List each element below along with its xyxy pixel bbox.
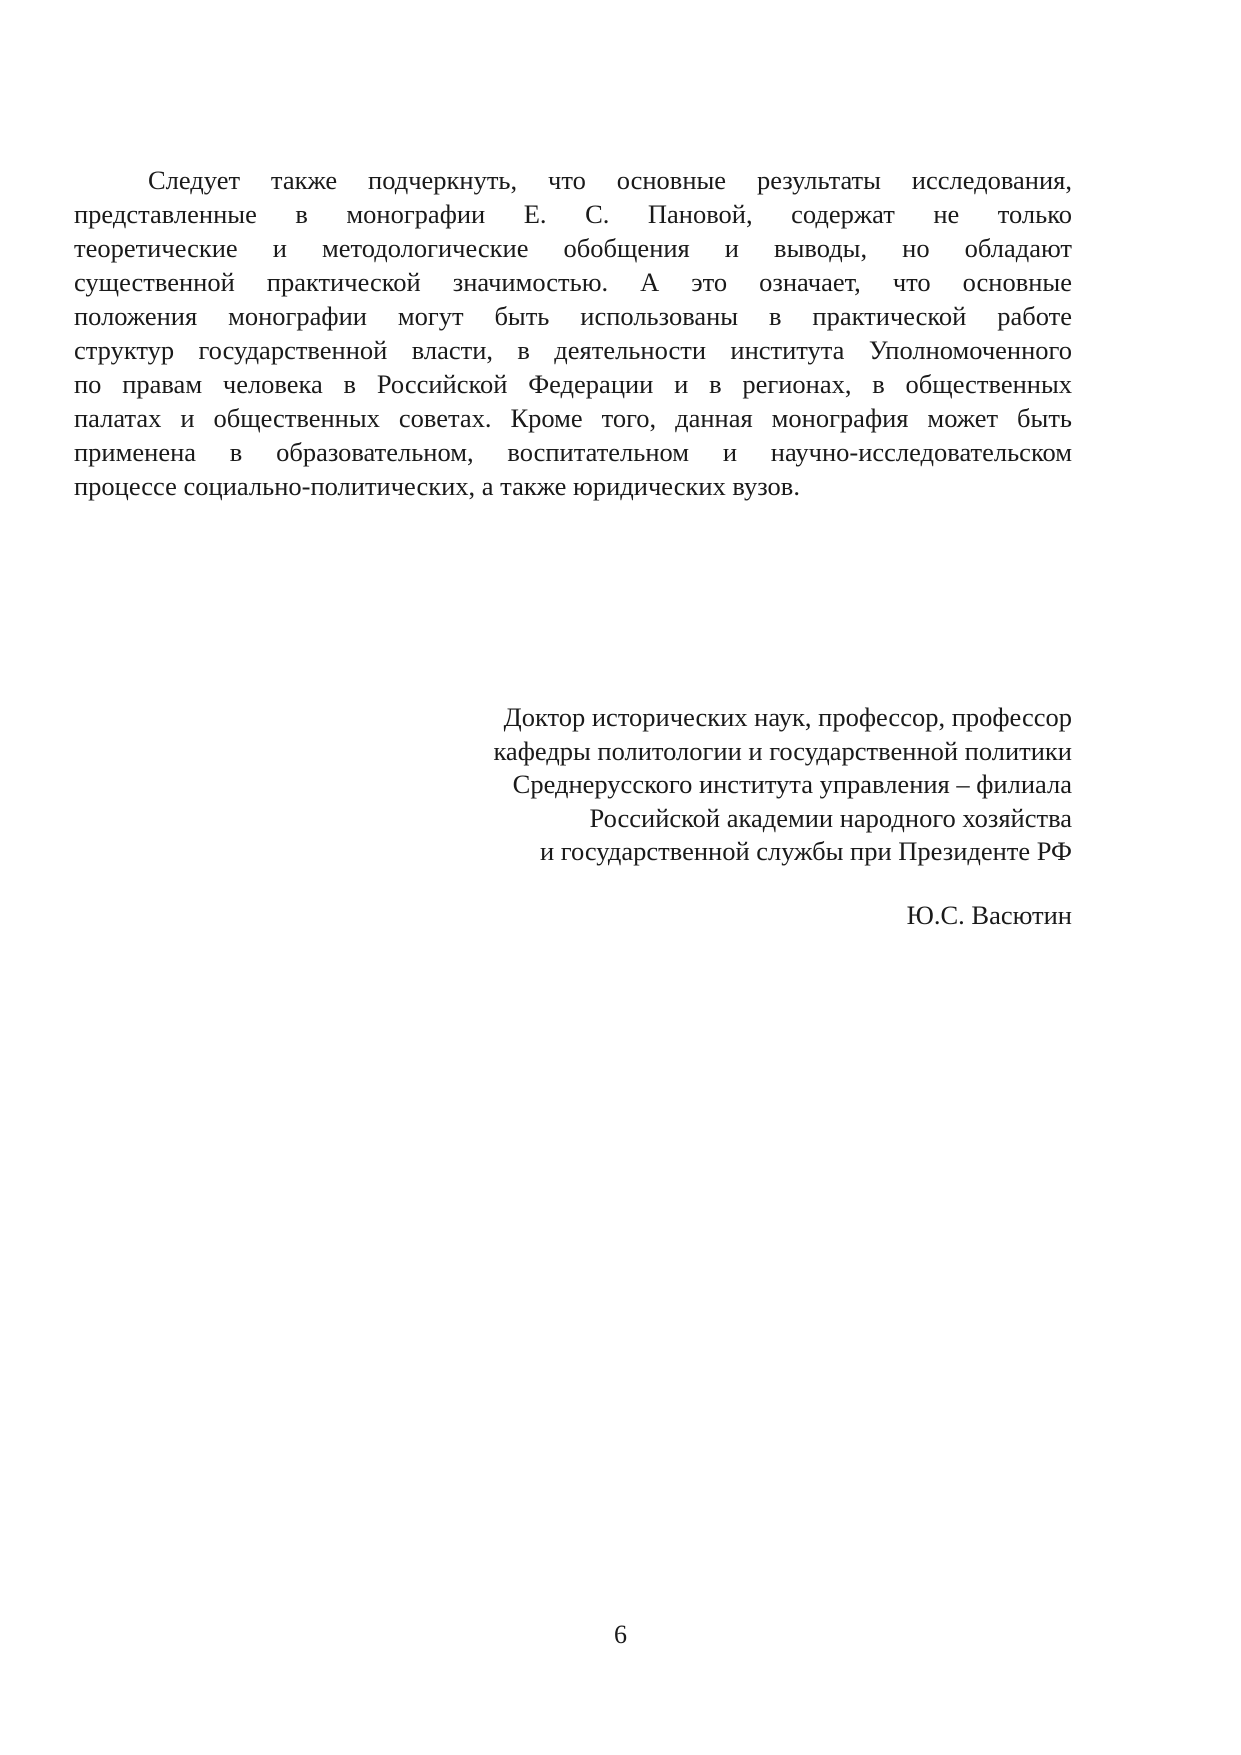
signature-title-line: и государственной службы при Президенте РФ	[539, 836, 1072, 866]
paragraph-line: представленные в монографии Е. С. Пановой, содержат не только	[74, 199, 1072, 229]
paragraph-line: процессе социально-политических, а также юридических вузов.	[74, 471, 800, 501]
paragraph-line: положения монографии могут быть использованы в практической работе	[74, 301, 1072, 331]
signature-title-line: кафедры политологии и государственной политики	[493, 735, 1072, 766]
signature-title-line: Доктор исторических наук, профессор, профессор	[503, 702, 1072, 732]
paragraph-line: применена в образовательном, воспитательном и научно-исследовательском	[74, 437, 1072, 467]
paragraph-line: по правам человека в Российской Федерации и в регионах, в общественных	[74, 369, 1072, 399]
paragraph-line: теоретические и методологические обобщения и выводы, но обладают	[74, 233, 1072, 263]
signature-title-line: Российской академии народного хозяйства	[589, 802, 1072, 833]
page-number: 6	[614, 1620, 627, 1649]
main-paragraph	[74, 163, 1072, 503]
paragraph-line: Следует также подчеркнуть, что основные результаты исследования,	[148, 165, 1072, 195]
paragraph-line: палатах и общественных советах. Кроме того, данная монография может быть	[74, 403, 1072, 433]
paragraph-line: структур государственной власти, в деятельности института Уполномоченного	[74, 335, 1072, 365]
signature-author-name: Ю.С. Васютин	[906, 899, 1072, 930]
paragraph-line: существенной практической значимостью. А это означает, что основные	[74, 267, 1072, 297]
signature-block	[380, 701, 1072, 932]
signature-title-line: Среднерусского института управления – филиала	[512, 769, 1072, 799]
